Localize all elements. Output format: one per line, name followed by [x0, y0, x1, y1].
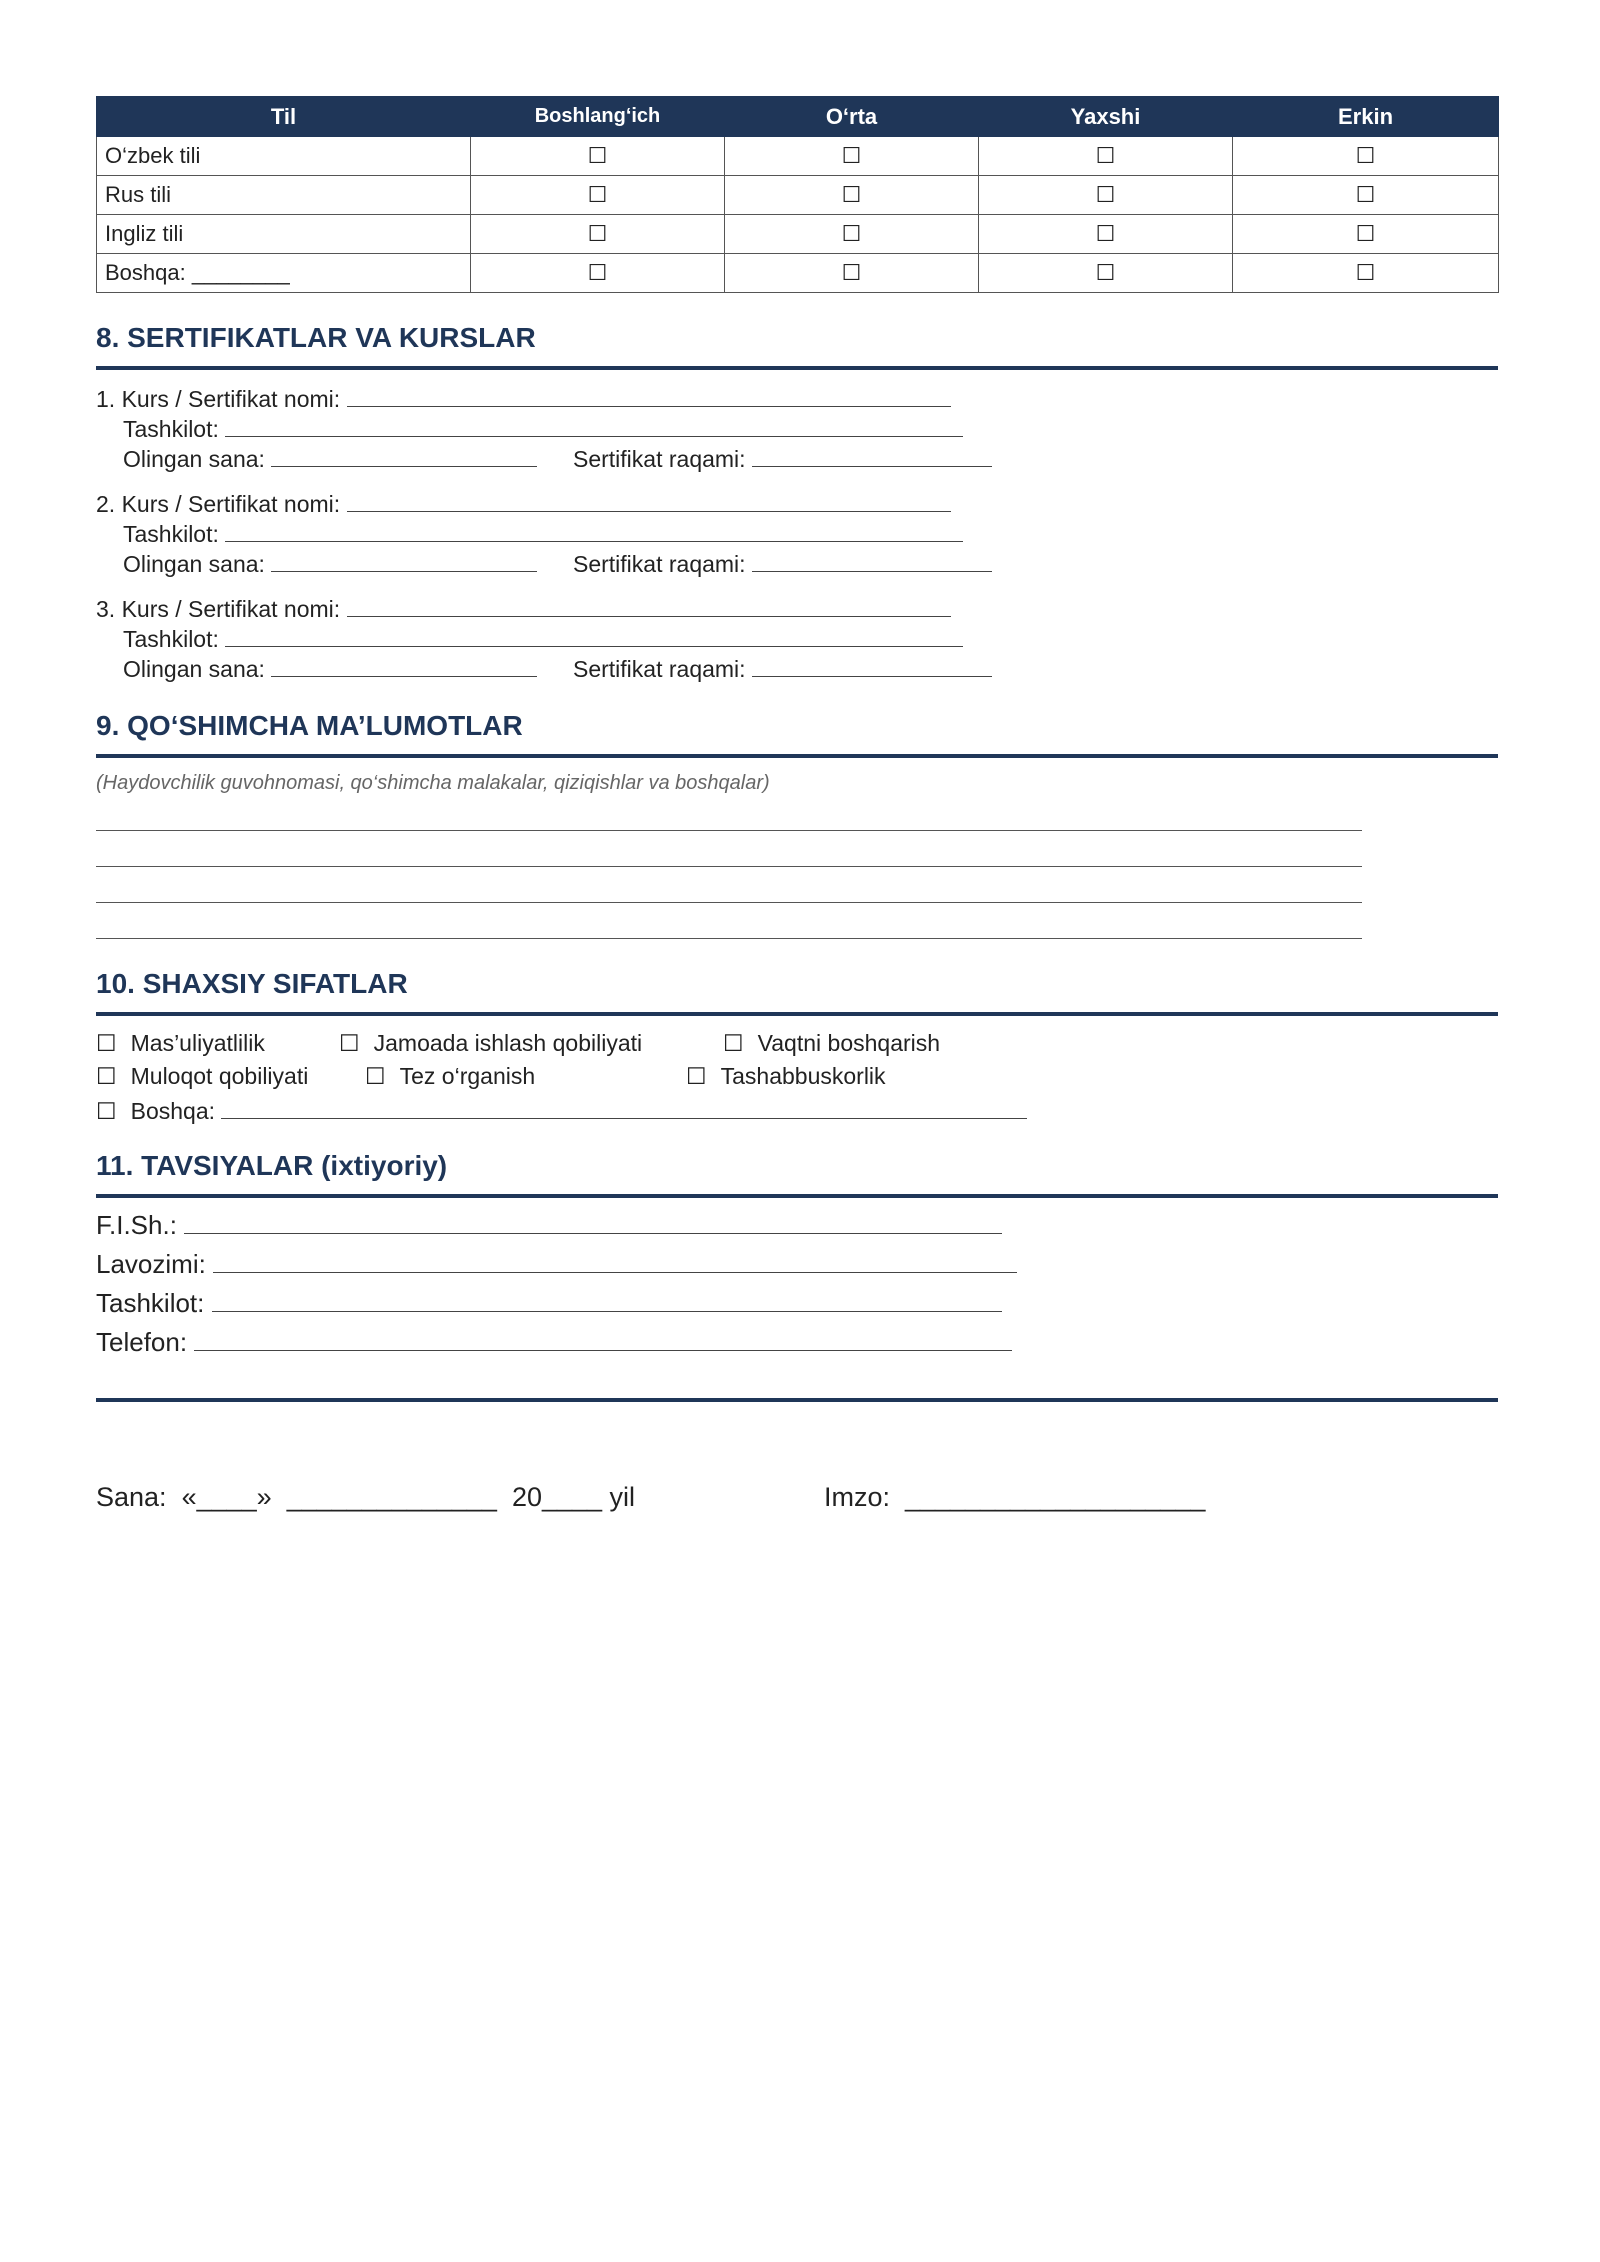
quality-label: Jamoada ishlash qobiliyati	[373, 1030, 643, 1056]
reference-organization-field[interactable]	[96, 1288, 1002, 1319]
blank-line[interactable]	[225, 414, 963, 437]
blank-line[interactable]	[752, 444, 992, 467]
checkbox[interactable]: ☐	[1095, 222, 1116, 247]
field-label: Sertifikat raqami:	[573, 551, 746, 577]
blank-line[interactable]	[347, 384, 951, 407]
field-label: Sertifikat raqami:	[573, 446, 746, 472]
quality-label: Tashabbuskorlik	[720, 1063, 886, 1089]
checkbox[interactable]: ☐	[365, 1064, 386, 1090]
signature-line[interactable]	[824, 1482, 1205, 1513]
free-text-line[interactable]	[96, 938, 1362, 939]
blank-line[interactable]	[184, 1211, 1002, 1234]
checkbox[interactable]: ☐	[587, 144, 608, 169]
quality-time-management[interactable]	[723, 1030, 940, 1057]
checkbox[interactable]: ☐	[587, 222, 608, 247]
date-field[interactable]	[123, 654, 537, 683]
certificate-number-field[interactable]	[573, 654, 992, 683]
blank-line[interactable]	[347, 489, 951, 512]
table-row	[97, 137, 1499, 176]
certificate-number-field[interactable]	[573, 444, 992, 473]
field-label: Tashkilot:	[123, 521, 219, 547]
free-text-line[interactable]	[96, 902, 1362, 903]
quality-initiative[interactable]	[686, 1063, 886, 1090]
table-row	[97, 215, 1499, 254]
blank-line[interactable]	[221, 1096, 1027, 1119]
quality-label: Mas’uliyatlilik	[130, 1030, 265, 1056]
quality-fast-learning[interactable]	[365, 1063, 535, 1090]
checkbox[interactable]: ☐	[841, 261, 862, 286]
checkbox[interactable]: ☐	[1095, 261, 1116, 286]
table-row	[97, 176, 1499, 215]
reference-phone-field[interactable]	[96, 1327, 1012, 1358]
date-field[interactable]	[123, 444, 537, 473]
date-line[interactable]	[96, 1482, 635, 1513]
closing-divider	[96, 1398, 1498, 1402]
reference-name-field[interactable]	[96, 1210, 1002, 1241]
section-divider	[96, 754, 1498, 758]
field-label: Tashkilot:	[123, 626, 219, 652]
day-blank[interactable]: «____»	[181, 1482, 272, 1512]
language-table-header	[97, 97, 1499, 137]
quality-label: Boshqa:	[130, 1098, 216, 1124]
quality-other[interactable]	[96, 1096, 1027, 1125]
language-name: Rus tili	[97, 176, 471, 215]
section-personal-qualities	[96, 964, 1498, 1016]
field-label: 3. Kurs / Sertifikat nomi:	[96, 596, 341, 622]
blank-line[interactable]	[752, 654, 992, 677]
checkbox[interactable]: ☐	[587, 183, 608, 208]
field-label: Tashkilot:	[96, 1288, 205, 1318]
course-name-field[interactable]	[96, 384, 951, 413]
form-page	[96, 96, 1498, 1512]
signature-label: Imzo:	[824, 1482, 891, 1512]
language-name: Ingliz tili	[97, 215, 471, 254]
section-divider	[96, 1194, 1498, 1198]
blank-line[interactable]	[347, 594, 951, 617]
organization-field[interactable]	[123, 519, 963, 548]
section-divider	[96, 366, 1498, 370]
blank-line[interactable]	[271, 444, 537, 467]
checkbox[interactable]: ☐	[1355, 144, 1376, 169]
field-label: 2. Kurs / Sertifikat nomi:	[96, 491, 341, 517]
course-name-field[interactable]	[96, 594, 951, 623]
quality-label: Vaqtni boshqarish	[757, 1030, 941, 1056]
checkbox[interactable]: ☐	[96, 1031, 117, 1057]
field-label: Tashkilot:	[123, 416, 219, 442]
language-name: O‘zbek tili	[97, 137, 471, 176]
date-field[interactable]	[123, 549, 537, 578]
year-blank[interactable]: 20____ yil	[511, 1482, 636, 1512]
blank-line[interactable]	[225, 624, 963, 647]
course-name-field[interactable]	[96, 489, 951, 518]
checkbox[interactable]: ☐	[1355, 261, 1376, 286]
header-beginner: Boshlang‘ich	[471, 97, 725, 137]
checkbox[interactable]: ☐	[686, 1064, 707, 1090]
quality-communication[interactable]	[96, 1063, 308, 1090]
blank-line[interactable]	[194, 1328, 1012, 1351]
blank-line[interactable]	[225, 519, 963, 542]
quality-responsibility[interactable]	[96, 1030, 265, 1057]
quality-label: Muloqot qobiliyati	[130, 1063, 309, 1089]
blank-line[interactable]	[271, 549, 537, 572]
organization-field[interactable]	[123, 414, 963, 443]
section-title: 8. SERTIFIKATLAR VA KURSLAR	[96, 322, 536, 353]
header-good: Yaxshi	[979, 97, 1233, 137]
field-label: F.I.Sh.:	[96, 1210, 177, 1240]
field-label: Olingan sana:	[123, 551, 265, 577]
organization-field[interactable]	[123, 624, 963, 653]
checkbox[interactable]: ☐	[1095, 144, 1116, 169]
checkbox[interactable]: ☐	[339, 1031, 360, 1057]
certificate-number-field[interactable]	[573, 549, 992, 578]
checkbox[interactable]: ☐	[723, 1031, 744, 1057]
section-divider	[96, 1012, 1498, 1016]
quality-teamwork[interactable]	[339, 1030, 642, 1057]
blank-line[interactable]	[213, 1250, 1017, 1273]
section-title: 10. SHAXSIY SIFATLAR	[96, 968, 408, 999]
header-language: Til	[97, 97, 471, 137]
section-additional-info	[96, 706, 1498, 758]
field-label: Sertifikat raqami:	[573, 656, 746, 682]
checkbox[interactable]: ☐	[841, 222, 862, 247]
section-references	[96, 1146, 1498, 1198]
field-label: 1. Kurs / Sertifikat nomi:	[96, 386, 341, 412]
blank-line[interactable]	[212, 1289, 1002, 1312]
language-name: Boshqa: ________	[97, 254, 471, 293]
checkbox[interactable]: ☐	[96, 1064, 117, 1090]
header-intermediate: O‘rta	[725, 97, 979, 137]
section-hint: (Haydovchilik guvohnomasi, qo‘shimcha malakalar, qiziqishlar va boshqalar)	[96, 772, 770, 794]
blank-line[interactable]	[271, 654, 537, 677]
free-text-line[interactable]	[96, 830, 1362, 831]
section-certificates	[96, 318, 1498, 370]
checkbox[interactable]: ☐	[841, 144, 862, 169]
date-label: Sana:	[96, 1482, 167, 1512]
field-label: Olingan sana:	[123, 656, 265, 682]
blank-line[interactable]	[752, 549, 992, 572]
field-label: Telefon:	[96, 1327, 188, 1357]
header-fluent: Erkin	[1233, 97, 1499, 137]
signature-blank[interactable]: ____________________	[905, 1482, 1206, 1512]
reference-position-field[interactable]	[96, 1249, 1017, 1280]
section-title: 11. TAVSIYALAR (ixtiyoriy)	[96, 1150, 448, 1181]
field-label: Olingan sana:	[123, 446, 265, 472]
checkbox[interactable]: ☐	[841, 183, 862, 208]
language-table	[96, 96, 1499, 293]
checkbox[interactable]: ☐	[1095, 183, 1116, 208]
month-blank[interactable]: ______________	[286, 1482, 497, 1512]
free-text-line[interactable]	[96, 866, 1362, 867]
section-title: 9. QO‘SHIMCHA MA’LUMOTLAR	[96, 710, 523, 741]
field-label: Lavozimi:	[96, 1249, 206, 1279]
checkbox[interactable]: ☐	[96, 1099, 117, 1125]
table-row	[97, 254, 1499, 293]
checkbox[interactable]: ☐	[587, 261, 608, 286]
checkbox[interactable]: ☐	[1355, 222, 1376, 247]
quality-label: Tez o‘rganish	[399, 1063, 536, 1089]
checkbox[interactable]: ☐	[1355, 183, 1376, 208]
